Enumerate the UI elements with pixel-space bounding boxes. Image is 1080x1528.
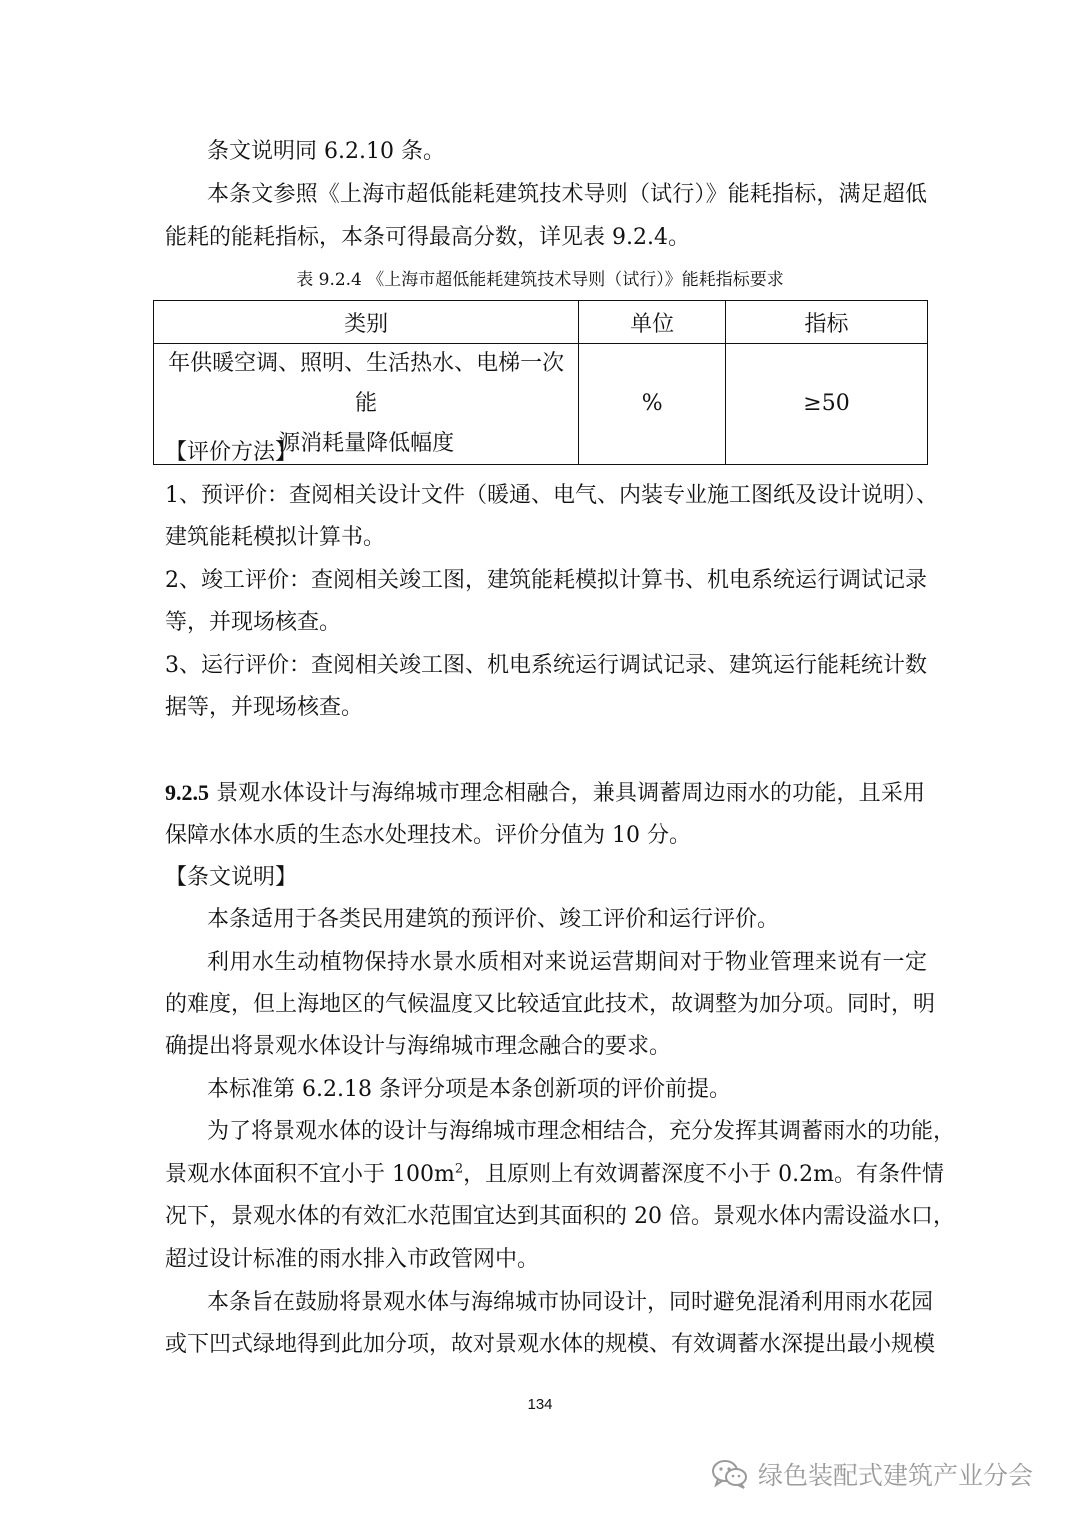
explanation-paragraph-4-line-2 <box>165 1160 944 1190</box>
explanation-paragraph-4-line-4: 超过设计标准的雨水排入市政管网中。 <box>165 1247 540 1272</box>
depth-text: ，且原则上有效调蓄深度不小于 0.2m。有条件情 <box>463 1162 944 1187</box>
evaluation-item-1-line-1: 1、预评价：查阅相关设计文件（暖通、电气、内装专业施工图纸及设计说明）、 <box>165 483 938 508</box>
cell-unit: % <box>579 344 726 465</box>
clause-title-text: 景观水体设计与海绵城市理念相融合，兼具调蓄周边雨水的功能，且采用 <box>209 781 925 806</box>
page-number: 134 <box>527 1396 553 1413</box>
header-category: 类别 <box>154 301 579 344</box>
evaluation-heading: 【评价方法】 <box>165 440 298 465</box>
intro-paragraph-2-line-1: 本条文参照《上海市超低能耗建筑技术导则（试行）》能耗指标，满足超低 <box>207 182 927 207</box>
header-unit: 单位 <box>579 301 726 344</box>
clause-title-line-2: 保障水体水质的生态水处理技术。评价分值为 10 分。 <box>165 823 691 848</box>
clause-number: 9.2.5 <box>165 780 209 805</box>
table-caption: 表 9.2.4 《上海市超低能耗建筑技术导则（试行）》能耗指标要求 <box>296 270 784 290</box>
clause-title-line-1 <box>165 778 925 809</box>
explanation-paragraph-2-line-1: 利用水生动植物保持水景水质相对来说运营期间对于物业管理来说有一定 <box>207 950 927 975</box>
explanation-paragraph-1: 本条适用于各类民用建筑的预评价、竣工评价和运行评价。 <box>207 907 780 932</box>
area-text: 景观水体面积不宜小于 100m <box>165 1162 455 1187</box>
cell-category-line-2: 源消耗量降低幅度 <box>278 431 455 456</box>
evaluation-item-2-line-1: 2、竣工评价：查阅相关竣工图，建筑能耗模拟计算书、机电系统运行调试记录 <box>165 568 927 593</box>
explanation-paragraph-5-line-2: 或下凹式绿地得到此加分项，故对景观水体的规模、有效调蓄水深提出最小规模 <box>165 1332 936 1357</box>
evaluation-item-2-line-2: 等，并现场核查。 <box>165 610 342 635</box>
explanation-paragraph-3: 本标准第 6.2.18 条评分项是本条创新项的评价前提。 <box>207 1077 731 1102</box>
table-header-row <box>154 301 928 344</box>
explanation-paragraph-4-line-1: 为了将景观水体的设计与海绵城市理念相结合，充分发挥其调蓄雨水的功能， <box>207 1119 956 1144</box>
wechat-icon <box>710 1457 750 1491</box>
watermark-text: 绿色装配式建筑产业分会 <box>758 1461 1034 1490</box>
explanation-paragraph-4-line-3: 况下，景观水体的有效汇水范围宜达到其面积的 20 倍。景观水体内需设溢水口， <box>165 1204 955 1229</box>
evaluation-item-3-line-1: 3、运行评价：查阅相关竣工图、机电系统运行调试记录、建筑运行能耗统计数 <box>165 653 927 678</box>
evaluation-item-1-line-2: 建筑能耗模拟计算书。 <box>165 525 386 550</box>
watermark <box>710 1452 1033 1496</box>
evaluation-item-3-line-2: 据等，并现场核查。 <box>165 695 364 720</box>
cell-value: ≥50 <box>726 344 928 465</box>
area-exponent: 2 <box>454 1161 464 1177</box>
explanation-paragraph-2-line-3: 确提出将景观水体设计与海绵城市理念融合的要求。 <box>165 1034 672 1059</box>
intro-paragraph-1: 条文说明同 6.2.10 条。 <box>207 139 445 164</box>
explanation-paragraph-5-line-1: 本条旨在鼓励将景观水体与海绵城市协同设计，同时避免混淆利用雨水花园 <box>207 1290 934 1315</box>
header-index: 指标 <box>726 301 928 344</box>
intro-paragraph-2-line-2: 能耗的能耗指标，本条可得最高分数，详见表 9.2.4。 <box>165 225 690 250</box>
explanation-paragraph-2-line-2: 的难度，但上海地区的气候温度又比较适宜此技术，故调整为加分项。同时，明 <box>165 992 936 1017</box>
cell-category-line-1: 年供暖空调、照明、生活热水、电梯一次能 <box>168 351 565 416</box>
explanation-heading: 【条文说明】 <box>165 865 298 890</box>
